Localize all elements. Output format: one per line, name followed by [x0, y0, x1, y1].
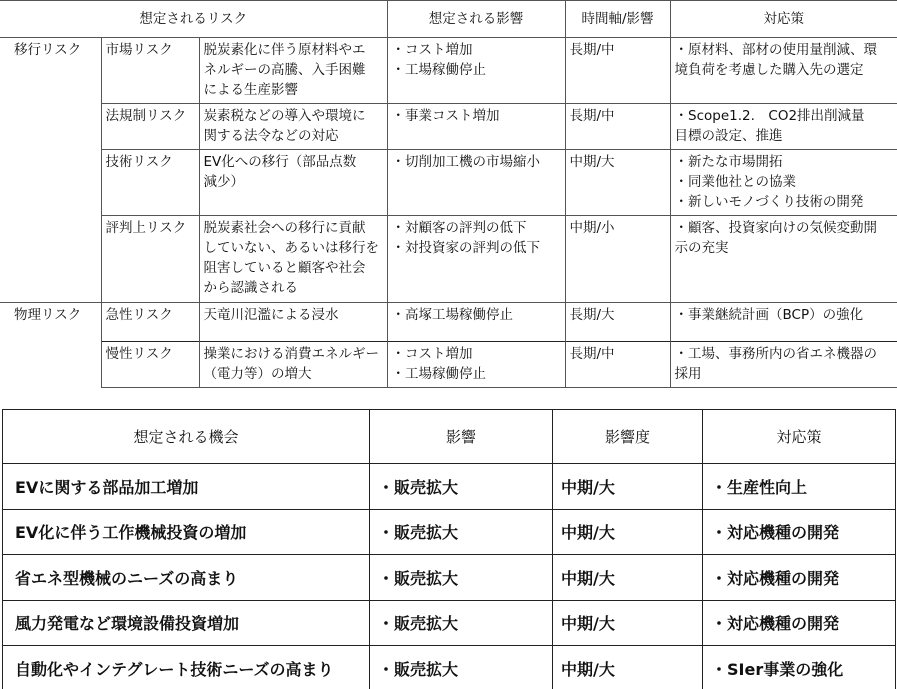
risk-description: 天竜川氾濫による浸水 [199, 303, 387, 342]
risk-row [0, 303, 897, 342]
risk-type: 法規制リスク [101, 104, 199, 150]
opportunity-measures: ・SIer事業の強化 [703, 646, 896, 689]
opportunity-impact: ・販売拡大 [370, 509, 553, 555]
risk-measures: ・事業継続計画（BCP）の強化 [670, 303, 897, 342]
risk-header-measures: 対応策 [670, 1, 897, 38]
risk-type: 技術リスク [101, 150, 199, 216]
opportunity-degree: 中期/大 [553, 509, 703, 555]
opportunity-row [3, 646, 896, 689]
risk-impact: ・高塚工場稼働停止 [387, 303, 565, 342]
risk-timeline: 長期/中 [565, 38, 670, 104]
opportunity-impact: ・販売拡大 [370, 600, 553, 646]
opportunity-impact: ・販売拡大 [370, 464, 553, 510]
risk-measures: ・原材料、部材の使用量削減、環 境負荷を考慮した購入先の選定 [670, 38, 897, 104]
opportunity-measures: ・対応機種の開発 [703, 509, 896, 555]
risk-header-impact: 想定される影響 [387, 1, 565, 38]
opportunity-header-measures: 対応策 [703, 410, 896, 464]
opportunity-table-header-row [3, 410, 896, 464]
risk-type: 評判上リスク [101, 216, 199, 303]
opportunity-name: 風力発電など環境設備投資増加 [3, 600, 370, 646]
opportunity-row [3, 509, 896, 555]
opportunity-impact: ・販売拡大 [370, 646, 553, 689]
opportunity-header-degree: 影響度 [553, 410, 703, 464]
opportunity-measures: ・対応機種の開発 [703, 555, 896, 601]
opportunity-header-opportunity: 想定される機会 [3, 410, 370, 464]
opportunity-name: 自動化やインテグレート技術ニーズの高まり [3, 646, 370, 689]
risk-row [0, 342, 897, 388]
opportunity-measures: ・対応機種の開発 [703, 600, 896, 646]
risk-type: 市場リスク [101, 38, 199, 104]
opportunity-degree: 中期/大 [553, 555, 703, 601]
risk-row [0, 150, 897, 216]
risk-impact: ・切削加工機の市場縮小 [387, 150, 565, 216]
risk-description: 脱炭素社会への移行に貢献 していない、あるいは移行を 阻害していると顧客や社会 から認識される [199, 216, 387, 303]
risk-category-transition: 移行リスク [14, 42, 82, 58]
risk-timeline: 中期/大 [565, 150, 670, 216]
risk-type: 慢性リスク [101, 342, 199, 388]
risk-description: 操業における消費エネルギー （電力等）の増大 [199, 342, 387, 388]
risk-timeline: 中期/小 [565, 216, 670, 303]
risk-header-risk: 想定されるリスク [0, 1, 387, 38]
risk-timeline: 長期/大 [565, 303, 670, 342]
opportunity-row [3, 555, 896, 601]
opportunity-header-impact: 影響 [370, 410, 553, 464]
risk-measures: ・顧客、投資家向けの気候変動開 示の充実 [670, 216, 897, 303]
risk-table-header-row [0, 1, 897, 38]
climate-opportunity-table [2, 409, 896, 689]
risk-type: 急性リスク [101, 303, 199, 342]
opportunity-degree: 中期/大 [553, 600, 703, 646]
risk-header-timeline: 時間軸/影響 [565, 1, 670, 38]
risk-timeline: 長期/中 [565, 342, 670, 388]
opportunity-name: 省エネ型機械のニーズの高まり [3, 555, 370, 601]
opportunity-degree: 中期/大 [553, 464, 703, 510]
risk-impact: ・事業コスト増加 [387, 104, 565, 150]
opportunity-impact: ・販売拡大 [370, 555, 553, 601]
risk-row [0, 38, 897, 104]
opportunity-degree: 中期/大 [553, 646, 703, 689]
risk-impact: ・コスト増加 ・工場稼働停止 [387, 342, 565, 388]
opportunity-name: EVに関する部品加工増加 [3, 464, 370, 510]
risk-measures: ・新たな市場開拓 ・同業他社との協業 ・新しいモノづくり技術の開発 [670, 150, 897, 216]
opportunity-measures: ・生産性向上 [703, 464, 896, 510]
risk-impact: ・コスト増加 ・工場稼働停止 [387, 38, 565, 104]
risk-description: 炭素税などの導入や環境に 関する法令などの対応 [199, 104, 387, 150]
opportunity-name: EV化に伴う工作機械投資の増加 [3, 509, 370, 555]
risk-description: EV化への移行（部品点数 減少） [199, 150, 387, 216]
risk-measures: ・工場、事務所内の省エネ機器の 採用 [670, 342, 897, 388]
risk-impact: ・対顧客の評判の低下 ・対投資家の評判の低下 [387, 216, 565, 303]
opportunity-row [3, 464, 896, 510]
risk-row [0, 104, 897, 150]
opportunity-row [3, 600, 896, 646]
risk-measures: ・Scope1.2. CO2排出削減量 目標の設定、推進 [670, 104, 897, 150]
risk-description: 脱炭素化に伴う原材料やエ ネルギーの高騰、入手困難 による生産影響 [199, 38, 387, 104]
risk-category-physical: 物理リスク [0, 303, 101, 388]
risk-timeline: 長期/中 [565, 104, 670, 150]
risk-row [0, 216, 897, 303]
